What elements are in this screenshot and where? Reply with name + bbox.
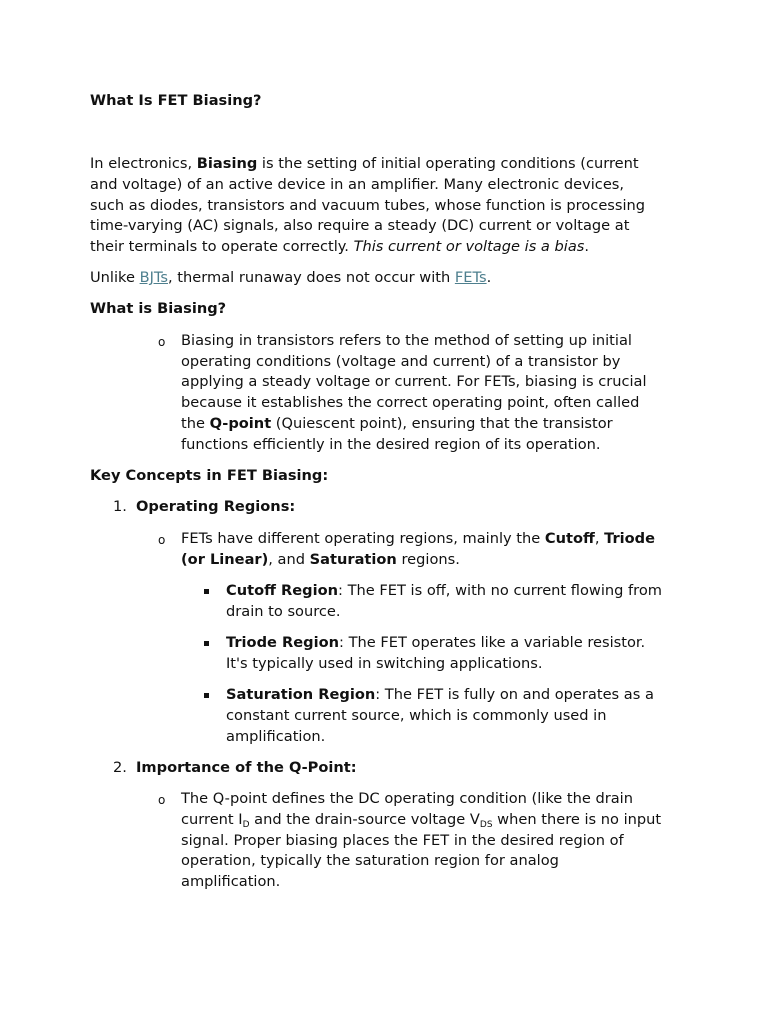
bjt-fet-note: Unlike BJTs, thermal runaway does not occur with FETs. [90,269,492,286]
list-number: 2. [113,759,127,776]
fets-link[interactable]: FETs [454,269,487,286]
section-heading-key-concepts: Key Concepts in FET Biasing: [90,467,329,484]
item-title: Operating Regions: [136,498,296,515]
section-heading-what-is-biasing: What is Biasing? [90,300,227,317]
square-bullet-icon [204,693,209,698]
list-number: 1. [113,498,127,515]
hollow-bullet-icon: o [158,335,166,349]
hollow-bullet-icon: o [158,533,166,547]
page-title: What Is FET Biasing? [90,92,262,109]
document-page: What Is FET Biasing? In electronics, Biasing is the setting of initial operating conditions (current and voltage) of an active device in an amplifier. Many electronic devices, such as diodes, transistors and vacuum tubes, whose function is processing time-varying (AC) signals, also require a steady (DC) current or voltage at their terminals to operate correctly. This current or voltage is a bias. Unlike BJTs, thermal runaway does not occur with FETs. What is Biasing? o Biasing in transistors refers to the method of setting up initial operating conditions (voltage and current) of a transistor by applying a steady voltage or current. For FETs, biasing is crucial because it establishes the correct operating point, often called the Q-point (Quiescent point), ensuring that the transistor functions efficiently in the desired region of its operation. Key Concepts in FET Biasing: 1. Operating Regions: o FETs have different operating regions, mainly the Cutoff, Triode (or Linear), and Saturation regions. Cutoff Region: The FET is off, with no current flowing from drain to source. Triode Region: The FET operates like a variable resistor. It's typically used in switching applications. Saturation Region: The FET is fully on and operates as a constant current source, which is commonly used in amplification. 2. Importance of the Q-Point: o The Q-point defines the DC operating condition (like the drain current $I_D$ and the drain-source voltage $V_{DS}$ when there is no input signal. Proper biasing places the FET in the desired region of operation, typically the saturation region for analog amplification. [90,92,663,890]
square-bullet-icon [204,589,209,594]
hollow-bullet-icon: o [158,793,166,807]
item-title: Importance of the Q-Point: [136,759,357,776]
square-bullet-icon [204,641,209,646]
bjts-link[interactable]: BJTs [139,269,169,286]
